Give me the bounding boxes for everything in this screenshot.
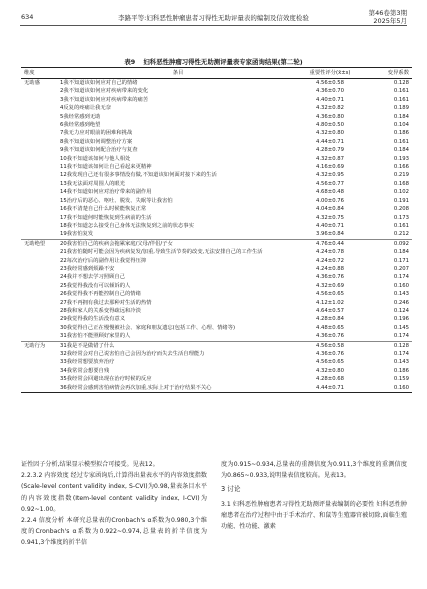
table-row xyxy=(21,129,412,137)
cell-dimension xyxy=(21,307,60,315)
cell-importance: 4.40±0.71 xyxy=(315,222,345,229)
table-row xyxy=(21,307,412,315)
table-row xyxy=(21,273,412,281)
cell-cv: 0.189 xyxy=(393,105,409,112)
cell-item: 23我经常感到烦躁不安 xyxy=(60,265,115,272)
cell-cv: 0.184 xyxy=(393,113,409,120)
cell-cv: 0.219 xyxy=(393,172,409,179)
cell-cv: 0.159 xyxy=(393,376,409,383)
table-row xyxy=(21,290,412,298)
cell-importance: 4.48±0.65 xyxy=(315,324,345,331)
cell-dimension xyxy=(21,282,60,290)
cell-dimension xyxy=(21,155,60,163)
table-row xyxy=(21,214,412,222)
header-rule xyxy=(20,25,407,26)
table-row xyxy=(21,315,412,323)
cell-importance: 4.56±0.77 xyxy=(315,180,345,187)
cell-dimension xyxy=(21,324,60,332)
cell-importance: 4.36±0.76 xyxy=(315,274,345,281)
cell-cv: 0.104 xyxy=(393,122,409,129)
cell-item: 29我觉得我的生活没有意义 xyxy=(60,316,126,323)
cell-importance: 4.40±0.71 xyxy=(315,96,345,103)
table-row xyxy=(21,171,412,179)
section-2-2-4-paragraph: 2.2.4 信度分析 本研究总量表的Cronbach's α系数为0.980,3个维度的Cronbach's α系数为0.922~0.974,总量表的折半信度为0.941,3个维度的折半信 xyxy=(21,517,207,547)
cell-item: 10我不知道该如何与他人相处 xyxy=(60,155,131,162)
cell-dimension xyxy=(21,138,60,146)
table-row xyxy=(21,146,412,154)
cell-cv: 0.161 xyxy=(393,96,409,103)
cell-dimension xyxy=(21,188,60,196)
cell-item: 8我不知道该如何调整治疗方案 xyxy=(60,138,133,145)
table-title-text: 妇科恶性肿瘤习得性无助测评量表专家函询结果(第二轮) xyxy=(143,58,303,66)
cell-importance: 4.36±0.76 xyxy=(315,333,345,340)
cell-dimension xyxy=(21,87,60,95)
table-row xyxy=(21,350,412,358)
cell-importance: 4.32±0.80 xyxy=(315,130,345,137)
cell-item: 7我无力应对眼前的困难和挑战 xyxy=(60,130,133,137)
cell-importance: 4.56±0.58 xyxy=(315,80,345,86)
cell-item: 2我不知道该如何应对疾病带来的变化 xyxy=(60,88,149,95)
cell-cv: 0.161 xyxy=(393,222,409,229)
table-row xyxy=(21,248,412,256)
cell-item: 24我并不想去学习照顾自己 xyxy=(60,274,126,281)
cell-cv: 0.174 xyxy=(393,274,409,281)
cell-dimension: 无助行为 xyxy=(21,341,60,350)
table-row xyxy=(21,282,412,290)
cell-importance: 4.56±0.58 xyxy=(296,341,364,350)
journal-volume: 第46卷第3期 xyxy=(368,9,407,17)
expert-consultation-table xyxy=(21,67,412,393)
table-title xyxy=(0,57,427,66)
cell-dimension xyxy=(21,96,60,104)
cell-cv: 0.102 xyxy=(393,189,409,196)
cell-dimension xyxy=(21,113,60,121)
cell-importance: 4.32±0.80 xyxy=(315,367,345,374)
cell-importance: 4.36±0.80 xyxy=(315,113,345,120)
table-row xyxy=(21,239,412,248)
page-number: 634 xyxy=(21,13,34,21)
cell-importance: 3.96±0.84 xyxy=(315,231,345,238)
cell-dimension xyxy=(21,104,60,112)
cell-item: 12我发现自己还有很多事情没有做,不知道该如何面对接下来的生活 xyxy=(60,172,217,179)
cell-importance: 4.36±0.70 xyxy=(315,88,345,95)
table-row xyxy=(21,257,412,265)
cell-cv: 0.128 xyxy=(364,341,412,350)
cell-cv: 0.193 xyxy=(393,155,409,162)
cell-item: 6我经常感到绝望 xyxy=(60,122,101,129)
cell-dimension xyxy=(21,332,60,341)
table-row xyxy=(21,384,412,393)
table-row xyxy=(21,367,412,375)
journal-date: 2025年5月 xyxy=(373,17,407,25)
table-row xyxy=(21,180,412,188)
table-row xyxy=(21,205,412,213)
cell-dimension xyxy=(21,367,60,375)
table-row xyxy=(21,375,412,383)
cell-item: 32我经常会对自己说害怕自己会因为治疗而失去生活自理能力 xyxy=(60,351,205,357)
cell-item: 16我不清楚自己什么时候能恢复正常 xyxy=(60,206,147,213)
cell-cv: 0.212 xyxy=(393,231,409,238)
cell-item: 5我经常感到无助 xyxy=(60,113,101,120)
cell-cv: 0.184 xyxy=(393,249,409,256)
cell-dimension xyxy=(21,248,60,256)
cell-item: 1我不知道该如何应对自己的情绪 xyxy=(60,80,138,86)
cell-item: 30我觉得自己正在慢慢被社会、家庭和朋友遗忘(包括工作、心理、情绪等) xyxy=(60,324,236,331)
table-number: 表9 xyxy=(124,58,136,66)
cell-importance: 4.32±0.95 xyxy=(315,172,345,179)
table-row xyxy=(21,96,412,104)
table-row xyxy=(21,299,412,307)
right-text-column xyxy=(221,459,407,532)
cell-item: 4反复的疼痛让我无奈 xyxy=(60,105,112,112)
cell-item: 15治疗后的恶心、呕吐、脱发、失眠等让我害怕 xyxy=(60,197,173,204)
table-row xyxy=(21,197,412,205)
cell-importance: 4.32±0.82 xyxy=(315,105,345,112)
column-header-dimension: 维度 xyxy=(24,69,35,76)
table-row xyxy=(21,163,412,171)
table-row xyxy=(21,104,412,112)
cell-item: 36我经常会感到害怕病情会再次加重,实际上对于治疗结果不关心 xyxy=(60,384,212,391)
cell-item: 33我经常想要放弃治疗 xyxy=(60,359,115,366)
cell-cv: 0.160 xyxy=(393,384,409,391)
cell-importance: 4.56±0.65 xyxy=(315,359,345,366)
cell-item: 28我和家人的关系变得疏远和冷淡 xyxy=(60,307,141,314)
cell-importance: 4.64±0.57 xyxy=(315,307,345,314)
cell-cv: 0.161 xyxy=(393,88,409,95)
cell-item: 26我觉得我不再能控制自己的情绪 xyxy=(60,291,141,298)
cell-dimension xyxy=(21,129,60,137)
discussion-heading: 3 讨论 xyxy=(221,485,241,494)
cell-cv: 0.168 xyxy=(393,180,409,187)
table-row xyxy=(21,358,412,366)
cell-dimension xyxy=(21,230,60,239)
cell-dimension xyxy=(21,163,60,171)
cell-importance: 4.04±0.84 xyxy=(315,206,345,213)
cell-cv: 0.166 xyxy=(393,164,409,171)
cell-item: 27我不再拥有我过去那种对生活的热情 xyxy=(60,299,152,306)
cell-importance: 4.28±0.79 xyxy=(315,147,345,154)
table-row xyxy=(21,113,412,121)
column-header-cv: 变异系数 xyxy=(387,69,409,76)
column-header-importance: 重要性评分(x̄±s) xyxy=(309,69,351,76)
cell-item: 31我是不是做错了什么 xyxy=(60,341,296,350)
table-row xyxy=(21,222,412,230)
table-row xyxy=(21,87,412,95)
table-row xyxy=(21,332,412,341)
cell-dimension xyxy=(21,214,60,222)
cell-importance: 4.24±0.72 xyxy=(315,257,345,264)
cell-importance: 4.32±0.69 xyxy=(315,282,345,289)
cell-cv: 0.246 xyxy=(393,299,409,306)
cell-cv: 0.186 xyxy=(393,367,409,374)
cell-importance: 4.44±0.71 xyxy=(315,138,345,145)
cell-importance: 4.44±0.71 xyxy=(315,384,345,391)
cell-cv: 0.173 xyxy=(393,214,409,221)
cell-item: 13我无法面对周围人的眼光 xyxy=(60,180,126,187)
cell-importance: 4.80±0.50 xyxy=(315,122,345,129)
cell-importance: 4.56±0.65 xyxy=(315,291,345,298)
cell-dimension xyxy=(21,171,60,179)
table-header-row xyxy=(21,68,412,79)
cell-importance: 4.32±0.75 xyxy=(315,214,345,221)
cell-cv: 0.092 xyxy=(364,239,412,248)
cell-item: 11我不知道该如何让自己看起来更精神 xyxy=(60,164,152,171)
cell-cv: 0.143 xyxy=(393,359,409,366)
cell-cv: 0.171 xyxy=(393,257,409,264)
cell-dimension xyxy=(21,350,60,358)
cell-importance: 4.24±0.88 xyxy=(315,265,345,272)
cell-dimension: 无助绝望 xyxy=(21,239,60,248)
cell-dimension xyxy=(21,180,60,188)
table-row xyxy=(21,188,412,196)
cell-item: 35我经常会回避出现在治疗时候的反应 xyxy=(60,376,152,383)
cell-cv: 0.186 xyxy=(393,130,409,137)
cell-dimension: 无助感 xyxy=(24,80,40,86)
cell-importance: 4.12±1.02 xyxy=(315,299,345,306)
cell-cv: 0.145 xyxy=(393,324,409,331)
cell-cv: 0.161 xyxy=(393,138,409,145)
cell-importance: 4.68±0.48 xyxy=(315,189,345,196)
cell-dimension xyxy=(21,121,60,129)
cell-cv: 0.160 xyxy=(393,282,409,289)
cell-importance: 4.76±0.44 xyxy=(296,239,364,248)
cell-item: 19我害怕复发 xyxy=(60,231,94,238)
cell-dimension xyxy=(21,205,60,213)
cell-item: 18我不知道怎么接受自己身体无法恢复到之前的状态事实 xyxy=(60,222,194,229)
cell-importance: 4.16±0.69 xyxy=(315,164,345,171)
table-row xyxy=(21,324,412,332)
table-row xyxy=(21,138,412,146)
cell-item: 22每次治疗后的副作用让我觉得压抑 xyxy=(60,257,147,264)
table-body xyxy=(21,79,412,393)
cell-cv: 0.207 xyxy=(393,265,409,272)
cell-cv: 0.196 xyxy=(393,316,409,323)
cell-item: 21我害怕随时可能会因为疾病复发/加重,导致生活节奏的改变,无法安排自己的工作生活 xyxy=(60,249,263,256)
table-row xyxy=(21,155,412,163)
left-text-column xyxy=(21,459,207,549)
body-paragraph: 证性因子分析,结果显示模型拟合可接受。见表12。 xyxy=(21,461,159,468)
cell-item: 3我不知道该如何应对疾病带来的痛苦 xyxy=(60,96,149,103)
cell-cv: 0.128 xyxy=(393,80,409,86)
cell-importance: 4.28±0.68 xyxy=(315,376,345,383)
table-row xyxy=(21,230,412,239)
cell-cv: 0.174 xyxy=(393,351,409,357)
cell-dimension xyxy=(21,197,60,205)
table-row xyxy=(21,79,412,88)
cell-cv: 0.124 xyxy=(393,307,409,314)
cell-dimension xyxy=(21,146,60,154)
cell-dimension xyxy=(21,384,60,393)
cell-dimension xyxy=(21,222,60,230)
running-title: 李路平等:妇科恶性肿瘤患者习得性无助评量表的编制及信效度检验 xyxy=(118,14,309,22)
table-row xyxy=(21,121,412,129)
section-2-2-3-2-paragraph: 2.2.3.2 内容效度 经过专家函询后,计算得出量表水平的内容效度指数(Scale-level content validity index, S-CVI)为0.98,量表条目水平的内容效度指数(Item-level content validity index, I-CVI)为0.92~1.00。 xyxy=(21,472,207,513)
cell-dimension xyxy=(21,299,60,307)
cell-cv: 0.191 xyxy=(393,197,409,204)
cell-item: 14我不知道如何应对治疗带来的副作用 xyxy=(60,189,152,196)
column-header-item: 条目 xyxy=(172,69,184,76)
cell-dimension xyxy=(21,315,60,323)
cell-importance: 4.28±0.84 xyxy=(315,316,345,323)
journal-issue xyxy=(369,9,407,25)
cell-cv: 0.184 xyxy=(393,147,409,154)
cell-item: 20我害怕自己的疾病会拖累家庭/父母/伴侣/子女 xyxy=(60,239,296,248)
cell-dimension xyxy=(21,375,60,383)
section-3-1-paragraph: 3.1 妇科恶性肿瘤患者习得性无助测评量表编制的必要性 妇科恶性肿瘤患者在治疗过程中由于手术治疗、和鼠等生殖器官被切除,面临生殖功能、性功能、激素 xyxy=(221,500,407,531)
cell-item: 17我不知道何时能恢复到生病前的生活 xyxy=(60,214,152,221)
cell-dimension xyxy=(21,257,60,265)
body-paragraph-continued: 度为0.915~0.934,总量表的重测信度为0.911,3个维度的重测信度为0.865~0.933,说明量表信度较高。见表13。 xyxy=(221,461,407,480)
cell-item: 25我觉得我没有可以倾诉的人 xyxy=(60,282,131,289)
cell-importance: 4.24±0.78 xyxy=(315,249,345,256)
cell-item: 31我害怕不能照顾好家里的人 xyxy=(60,333,131,340)
cell-dimension xyxy=(21,358,60,366)
cell-dimension xyxy=(21,290,60,298)
table-row xyxy=(21,265,412,273)
cell-dimension xyxy=(21,273,60,281)
table-row xyxy=(21,341,412,350)
cell-dimension xyxy=(21,265,60,273)
cell-importance: 4.32±0.87 xyxy=(315,155,345,162)
cell-cv: 0.208 xyxy=(393,206,409,213)
cell-item: 34我常常会想要自残 xyxy=(60,367,110,374)
cell-cv: 0.174 xyxy=(393,333,409,340)
running-header xyxy=(0,9,427,23)
cell-importance: 4.36±0.76 xyxy=(315,351,345,357)
cell-importance: 4.00±0.76 xyxy=(315,197,345,204)
cell-item: 9我不知道该如何配合治疗与复查 xyxy=(60,147,138,154)
cell-cv: 0.143 xyxy=(393,291,409,298)
